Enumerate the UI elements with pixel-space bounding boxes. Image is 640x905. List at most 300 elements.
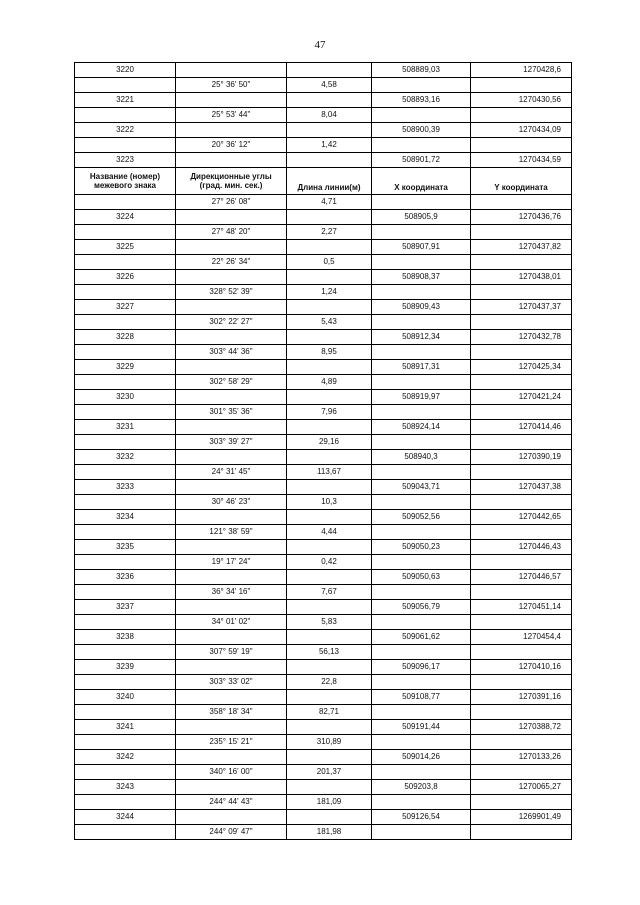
cell-length: 8,95 — [287, 345, 372, 360]
cell-length: 22,8 — [287, 675, 372, 690]
cell-y: 1270410,16 — [471, 660, 572, 675]
cell-angle: 30° 46' 23" — [176, 495, 287, 510]
table-row — [75, 405, 572, 420]
table-row — [75, 108, 572, 123]
cell-angle — [176, 360, 287, 375]
cell-name: 3244 — [75, 810, 176, 825]
cell-x — [372, 465, 471, 480]
cell-y — [471, 315, 572, 330]
cell-length — [287, 750, 372, 765]
cell-x: 509191,44 — [372, 720, 471, 735]
table-row — [75, 735, 572, 750]
cell-y — [471, 795, 572, 810]
table-row — [75, 600, 572, 615]
cell-angle: 303° 33' 02" — [176, 675, 287, 690]
cell-name — [75, 825, 176, 840]
table-row — [75, 480, 572, 495]
cell-length: 29,16 — [287, 435, 372, 450]
cell-name: 3226 — [75, 270, 176, 285]
cell-x: 508900,39 — [372, 123, 471, 138]
cell-y: 1270388,72 — [471, 720, 572, 735]
cell-name — [75, 465, 176, 480]
cell-name — [75, 705, 176, 720]
cell-y — [471, 465, 572, 480]
cell-length: 7,67 — [287, 585, 372, 600]
cell-y — [471, 225, 572, 240]
cell-angle: 328° 52' 39" — [176, 285, 287, 300]
cell-name: 3227 — [75, 300, 176, 315]
cell-x — [372, 195, 471, 210]
header-length: Длина линии(м) — [287, 168, 372, 195]
cell-angle — [176, 210, 287, 225]
cell-angle — [176, 390, 287, 405]
table-row — [75, 195, 572, 210]
header-row — [75, 168, 572, 195]
cell-length — [287, 450, 372, 465]
cell-length — [287, 300, 372, 315]
table-row — [75, 690, 572, 705]
cell-angle: 121° 38' 59" — [176, 525, 287, 540]
cell-y — [471, 765, 572, 780]
table-row — [75, 330, 572, 345]
cell-length: 0,42 — [287, 555, 372, 570]
cell-angle — [176, 240, 287, 255]
cell-length: 1,42 — [287, 138, 372, 153]
cell-angle: 244° 44' 43" — [176, 795, 287, 810]
cell-angle — [176, 720, 287, 735]
cell-length — [287, 123, 372, 138]
cell-x — [372, 675, 471, 690]
cell-name — [75, 555, 176, 570]
cell-x: 508919,97 — [372, 390, 471, 405]
cell-x — [372, 375, 471, 390]
table-row — [75, 435, 572, 450]
cell-y — [471, 345, 572, 360]
table-row — [75, 510, 572, 525]
cell-y: 1270446,43 — [471, 540, 572, 555]
cell-length — [287, 93, 372, 108]
cell-x — [372, 555, 471, 570]
cell-angle — [176, 420, 287, 435]
cell-x — [372, 108, 471, 123]
cell-angle — [176, 810, 287, 825]
cell-name: 3231 — [75, 420, 176, 435]
cell-y — [471, 405, 572, 420]
cell-name — [75, 375, 176, 390]
cell-name — [75, 345, 176, 360]
cell-y — [471, 585, 572, 600]
cell-y — [471, 645, 572, 660]
cell-name — [75, 285, 176, 300]
cell-angle: 340° 16' 00" — [176, 765, 287, 780]
cell-length — [287, 570, 372, 585]
cell-y: 1270065,27 — [471, 780, 572, 795]
cell-length: 2,27 — [287, 225, 372, 240]
cell-length: 201,37 — [287, 765, 372, 780]
cell-x: 508905,9 — [372, 210, 471, 225]
cell-name: 3232 — [75, 450, 176, 465]
cell-x: 508909,43 — [372, 300, 471, 315]
cell-length — [287, 360, 372, 375]
table-row — [75, 390, 572, 405]
cell-y — [471, 555, 572, 570]
cell-angle: 34° 01' 02" — [176, 615, 287, 630]
cell-name — [75, 78, 176, 93]
cell-name: 3238 — [75, 630, 176, 645]
cell-x — [372, 615, 471, 630]
cell-angle — [176, 660, 287, 675]
cell-x: 508912,34 — [372, 330, 471, 345]
table-row — [75, 810, 572, 825]
table-row — [75, 675, 572, 690]
cell-name — [75, 585, 176, 600]
cell-angle — [176, 450, 287, 465]
cell-angle: 27° 48' 20" — [176, 225, 287, 240]
cell-x — [372, 78, 471, 93]
cell-length — [287, 810, 372, 825]
cell-name — [75, 675, 176, 690]
cell-name: 3228 — [75, 330, 176, 345]
cell-length — [287, 210, 372, 225]
cell-length — [287, 480, 372, 495]
table-row — [75, 570, 572, 585]
cell-x: 509014,26 — [372, 750, 471, 765]
cell-y — [471, 375, 572, 390]
cell-x: 509203,8 — [372, 780, 471, 795]
cell-angle: 302° 58' 29" — [176, 375, 287, 390]
table-row — [75, 720, 572, 735]
cell-y — [471, 735, 572, 750]
cell-y: 1270437,82 — [471, 240, 572, 255]
cell-x: 509061,62 — [372, 630, 471, 645]
cell-angle: 20° 36' 12" — [176, 138, 287, 153]
cell-name — [75, 195, 176, 210]
table-row — [75, 465, 572, 480]
table-row — [75, 780, 572, 795]
cell-x: 508917,31 — [372, 360, 471, 375]
cell-y — [471, 78, 572, 93]
cell-length — [287, 600, 372, 615]
cell-angle — [176, 153, 287, 168]
cell-length: 0,5 — [287, 255, 372, 270]
table-row — [75, 630, 572, 645]
cell-y: 1270133,26 — [471, 750, 572, 765]
table-row — [75, 555, 572, 570]
cell-length: 113,67 — [287, 465, 372, 480]
cell-name: 3240 — [75, 690, 176, 705]
cell-x: 509096,17 — [372, 660, 471, 675]
table-row — [75, 123, 572, 138]
cell-length: 4,71 — [287, 195, 372, 210]
cell-name: 3224 — [75, 210, 176, 225]
cell-length — [287, 63, 372, 78]
table-row — [75, 525, 572, 540]
cell-x — [372, 345, 471, 360]
cell-y: 1269901,49 — [471, 810, 572, 825]
cell-x: 508907,91 — [372, 240, 471, 255]
cell-name — [75, 495, 176, 510]
cell-y: 1270434,09 — [471, 123, 572, 138]
cell-name — [75, 735, 176, 750]
cell-y: 1270434,59 — [471, 153, 572, 168]
table-row — [75, 765, 572, 780]
cell-length — [287, 153, 372, 168]
cell-x — [372, 705, 471, 720]
cell-y: 1270391,16 — [471, 690, 572, 705]
cell-length — [287, 690, 372, 705]
cell-name: 3223 — [75, 153, 176, 168]
cell-name: 3234 — [75, 510, 176, 525]
cell-angle: 25° 36' 50" — [176, 78, 287, 93]
table-row — [75, 705, 572, 720]
cell-x: 509043,71 — [372, 480, 471, 495]
table-row — [75, 645, 572, 660]
cell-y: 1270446,57 — [471, 570, 572, 585]
cell-angle — [176, 63, 287, 78]
cell-y: 1270421,24 — [471, 390, 572, 405]
table-row — [75, 210, 572, 225]
cell-y: 1270428,6 — [471, 63, 572, 78]
cell-x: 509050,63 — [372, 570, 471, 585]
cell-y: 1270436,76 — [471, 210, 572, 225]
cell-angle: 235° 15' 21" — [176, 735, 287, 750]
cell-name: 3233 — [75, 480, 176, 495]
cell-length: 82,71 — [287, 705, 372, 720]
cell-angle: 302° 22' 27" — [176, 315, 287, 330]
cell-x — [372, 495, 471, 510]
cell-angle — [176, 123, 287, 138]
cell-x: 508924,14 — [372, 420, 471, 435]
cell-x: 508908,37 — [372, 270, 471, 285]
table-row — [75, 153, 572, 168]
cell-angle: 301° 35' 36" — [176, 405, 287, 420]
table-row — [75, 138, 572, 153]
cell-name — [75, 795, 176, 810]
table-row — [75, 420, 572, 435]
cell-name: 3237 — [75, 600, 176, 615]
cell-angle — [176, 630, 287, 645]
cell-name: 3229 — [75, 360, 176, 375]
cell-length — [287, 660, 372, 675]
table-body-bottom — [75, 195, 572, 840]
cell-angle — [176, 600, 287, 615]
cell-name — [75, 765, 176, 780]
cell-x — [372, 405, 471, 420]
table-row — [75, 285, 572, 300]
cell-y: 1270430,56 — [471, 93, 572, 108]
cell-length — [287, 420, 372, 435]
cell-length: 10,3 — [287, 495, 372, 510]
cell-y: 1270437,38 — [471, 480, 572, 495]
cell-length — [287, 390, 372, 405]
cell-name — [75, 435, 176, 450]
cell-angle — [176, 540, 287, 555]
cell-angle: 36° 34' 16" — [176, 585, 287, 600]
cell-name — [75, 255, 176, 270]
cell-length: 5,43 — [287, 315, 372, 330]
cell-length — [287, 540, 372, 555]
cell-x — [372, 255, 471, 270]
cell-x — [372, 138, 471, 153]
cell-x — [372, 315, 471, 330]
table-row — [75, 270, 572, 285]
cell-x: 509056,79 — [372, 600, 471, 615]
table-row — [75, 375, 572, 390]
cell-x: 509052,56 — [372, 510, 471, 525]
cell-name — [75, 405, 176, 420]
cell-angle — [176, 480, 287, 495]
table-header — [75, 168, 572, 195]
cell-x: 509050,23 — [372, 540, 471, 555]
table-row — [75, 78, 572, 93]
cell-length: 4,89 — [287, 375, 372, 390]
boundary-coordinates-table — [74, 62, 572, 840]
cell-angle: 22° 26' 34" — [176, 255, 287, 270]
cell-name: 3220 — [75, 63, 176, 78]
cell-angle: 358° 18' 34" — [176, 705, 287, 720]
cell-x — [372, 435, 471, 450]
cell-length — [287, 240, 372, 255]
cell-angle — [176, 690, 287, 705]
cell-x — [372, 525, 471, 540]
cell-angle — [176, 300, 287, 315]
cell-name — [75, 315, 176, 330]
cell-angle: 19° 17' 24" — [176, 555, 287, 570]
cell-length: 1,24 — [287, 285, 372, 300]
cell-length — [287, 270, 372, 285]
cell-y — [471, 195, 572, 210]
table-row — [75, 225, 572, 240]
header-x: X координата — [372, 168, 471, 195]
cell-length — [287, 780, 372, 795]
cell-name: 3241 — [75, 720, 176, 735]
cell-name — [75, 525, 176, 540]
cell-length: 4,44 — [287, 525, 372, 540]
cell-x: 509126,54 — [372, 810, 471, 825]
cell-y — [471, 525, 572, 540]
cell-y: 1270437,37 — [471, 300, 572, 315]
table-row — [75, 255, 572, 270]
table-row — [75, 300, 572, 315]
cell-name: 3243 — [75, 780, 176, 795]
table-row — [75, 93, 572, 108]
cell-x: 508901,72 — [372, 153, 471, 168]
cell-name: 3222 — [75, 123, 176, 138]
cell-y: 1270432,78 — [471, 330, 572, 345]
cell-angle: 25° 53' 44" — [176, 108, 287, 123]
cell-name: 3230 — [75, 390, 176, 405]
cell-y: 1270390,19 — [471, 450, 572, 465]
table-row — [75, 495, 572, 510]
table-body-top — [75, 63, 572, 168]
cell-length: 5,83 — [287, 615, 372, 630]
cell-y — [471, 108, 572, 123]
cell-angle — [176, 270, 287, 285]
cell-length — [287, 510, 372, 525]
table-row — [75, 240, 572, 255]
cell-y — [471, 675, 572, 690]
cell-name — [75, 138, 176, 153]
cell-y: 1270414,46 — [471, 420, 572, 435]
cell-x: 509108,77 — [372, 690, 471, 705]
cell-length — [287, 630, 372, 645]
cell-x — [372, 225, 471, 240]
cell-x — [372, 285, 471, 300]
cell-angle: 303° 44' 36" — [176, 345, 287, 360]
cell-name: 3236 — [75, 570, 176, 585]
cell-y: 1270442,65 — [471, 510, 572, 525]
cell-name: 3239 — [75, 660, 176, 675]
cell-name: 3221 — [75, 93, 176, 108]
cell-y — [471, 435, 572, 450]
cell-y: 1270451,14 — [471, 600, 572, 615]
header-name: Название (номер) межевого знака — [75, 168, 176, 195]
cell-angle: 307° 59' 19" — [176, 645, 287, 660]
table-row — [75, 660, 572, 675]
cell-x — [372, 645, 471, 660]
cell-angle — [176, 330, 287, 345]
cell-length: 8,04 — [287, 108, 372, 123]
cell-x: 508889,03 — [372, 63, 471, 78]
table-row — [75, 750, 572, 765]
cell-angle: 244° 09' 47" — [176, 825, 287, 840]
cell-name — [75, 615, 176, 630]
cell-y — [471, 495, 572, 510]
table-row — [75, 615, 572, 630]
table-row — [75, 360, 572, 375]
cell-y: 1270438,01 — [471, 270, 572, 285]
header-y: Y координата — [471, 168, 572, 195]
table-row — [75, 540, 572, 555]
cell-name: 3242 — [75, 750, 176, 765]
table-row — [75, 585, 572, 600]
table-row — [75, 825, 572, 840]
cell-name: 3225 — [75, 240, 176, 255]
header-angle: Дирекционные углы (град. мин. сек.) — [176, 168, 287, 195]
cell-y: 1270454,4 — [471, 630, 572, 645]
cell-angle: 27° 26' 08" — [176, 195, 287, 210]
cell-x — [372, 825, 471, 840]
cell-length: 56,13 — [287, 645, 372, 660]
table-row — [75, 795, 572, 810]
cell-name — [75, 225, 176, 240]
table-row — [75, 450, 572, 465]
table-row — [75, 345, 572, 360]
cell-x — [372, 795, 471, 810]
cell-x — [372, 735, 471, 750]
cell-length — [287, 330, 372, 345]
cell-y — [471, 705, 572, 720]
cell-name — [75, 645, 176, 660]
cell-y — [471, 138, 572, 153]
cell-length: 181,09 — [287, 795, 372, 810]
cell-angle — [176, 93, 287, 108]
cell-y — [471, 825, 572, 840]
cell-y — [471, 255, 572, 270]
cell-x: 508893,16 — [372, 93, 471, 108]
cell-angle — [176, 570, 287, 585]
page-number: 47 — [314, 39, 326, 51]
table-row — [75, 315, 572, 330]
cell-angle: 303° 39' 27" — [176, 435, 287, 450]
cell-name — [75, 108, 176, 123]
cell-angle — [176, 780, 287, 795]
cell-y — [471, 285, 572, 300]
cell-y: 1270425,34 — [471, 360, 572, 375]
cell-x — [372, 765, 471, 780]
cell-length: 7,96 — [287, 405, 372, 420]
cell-x — [372, 585, 471, 600]
